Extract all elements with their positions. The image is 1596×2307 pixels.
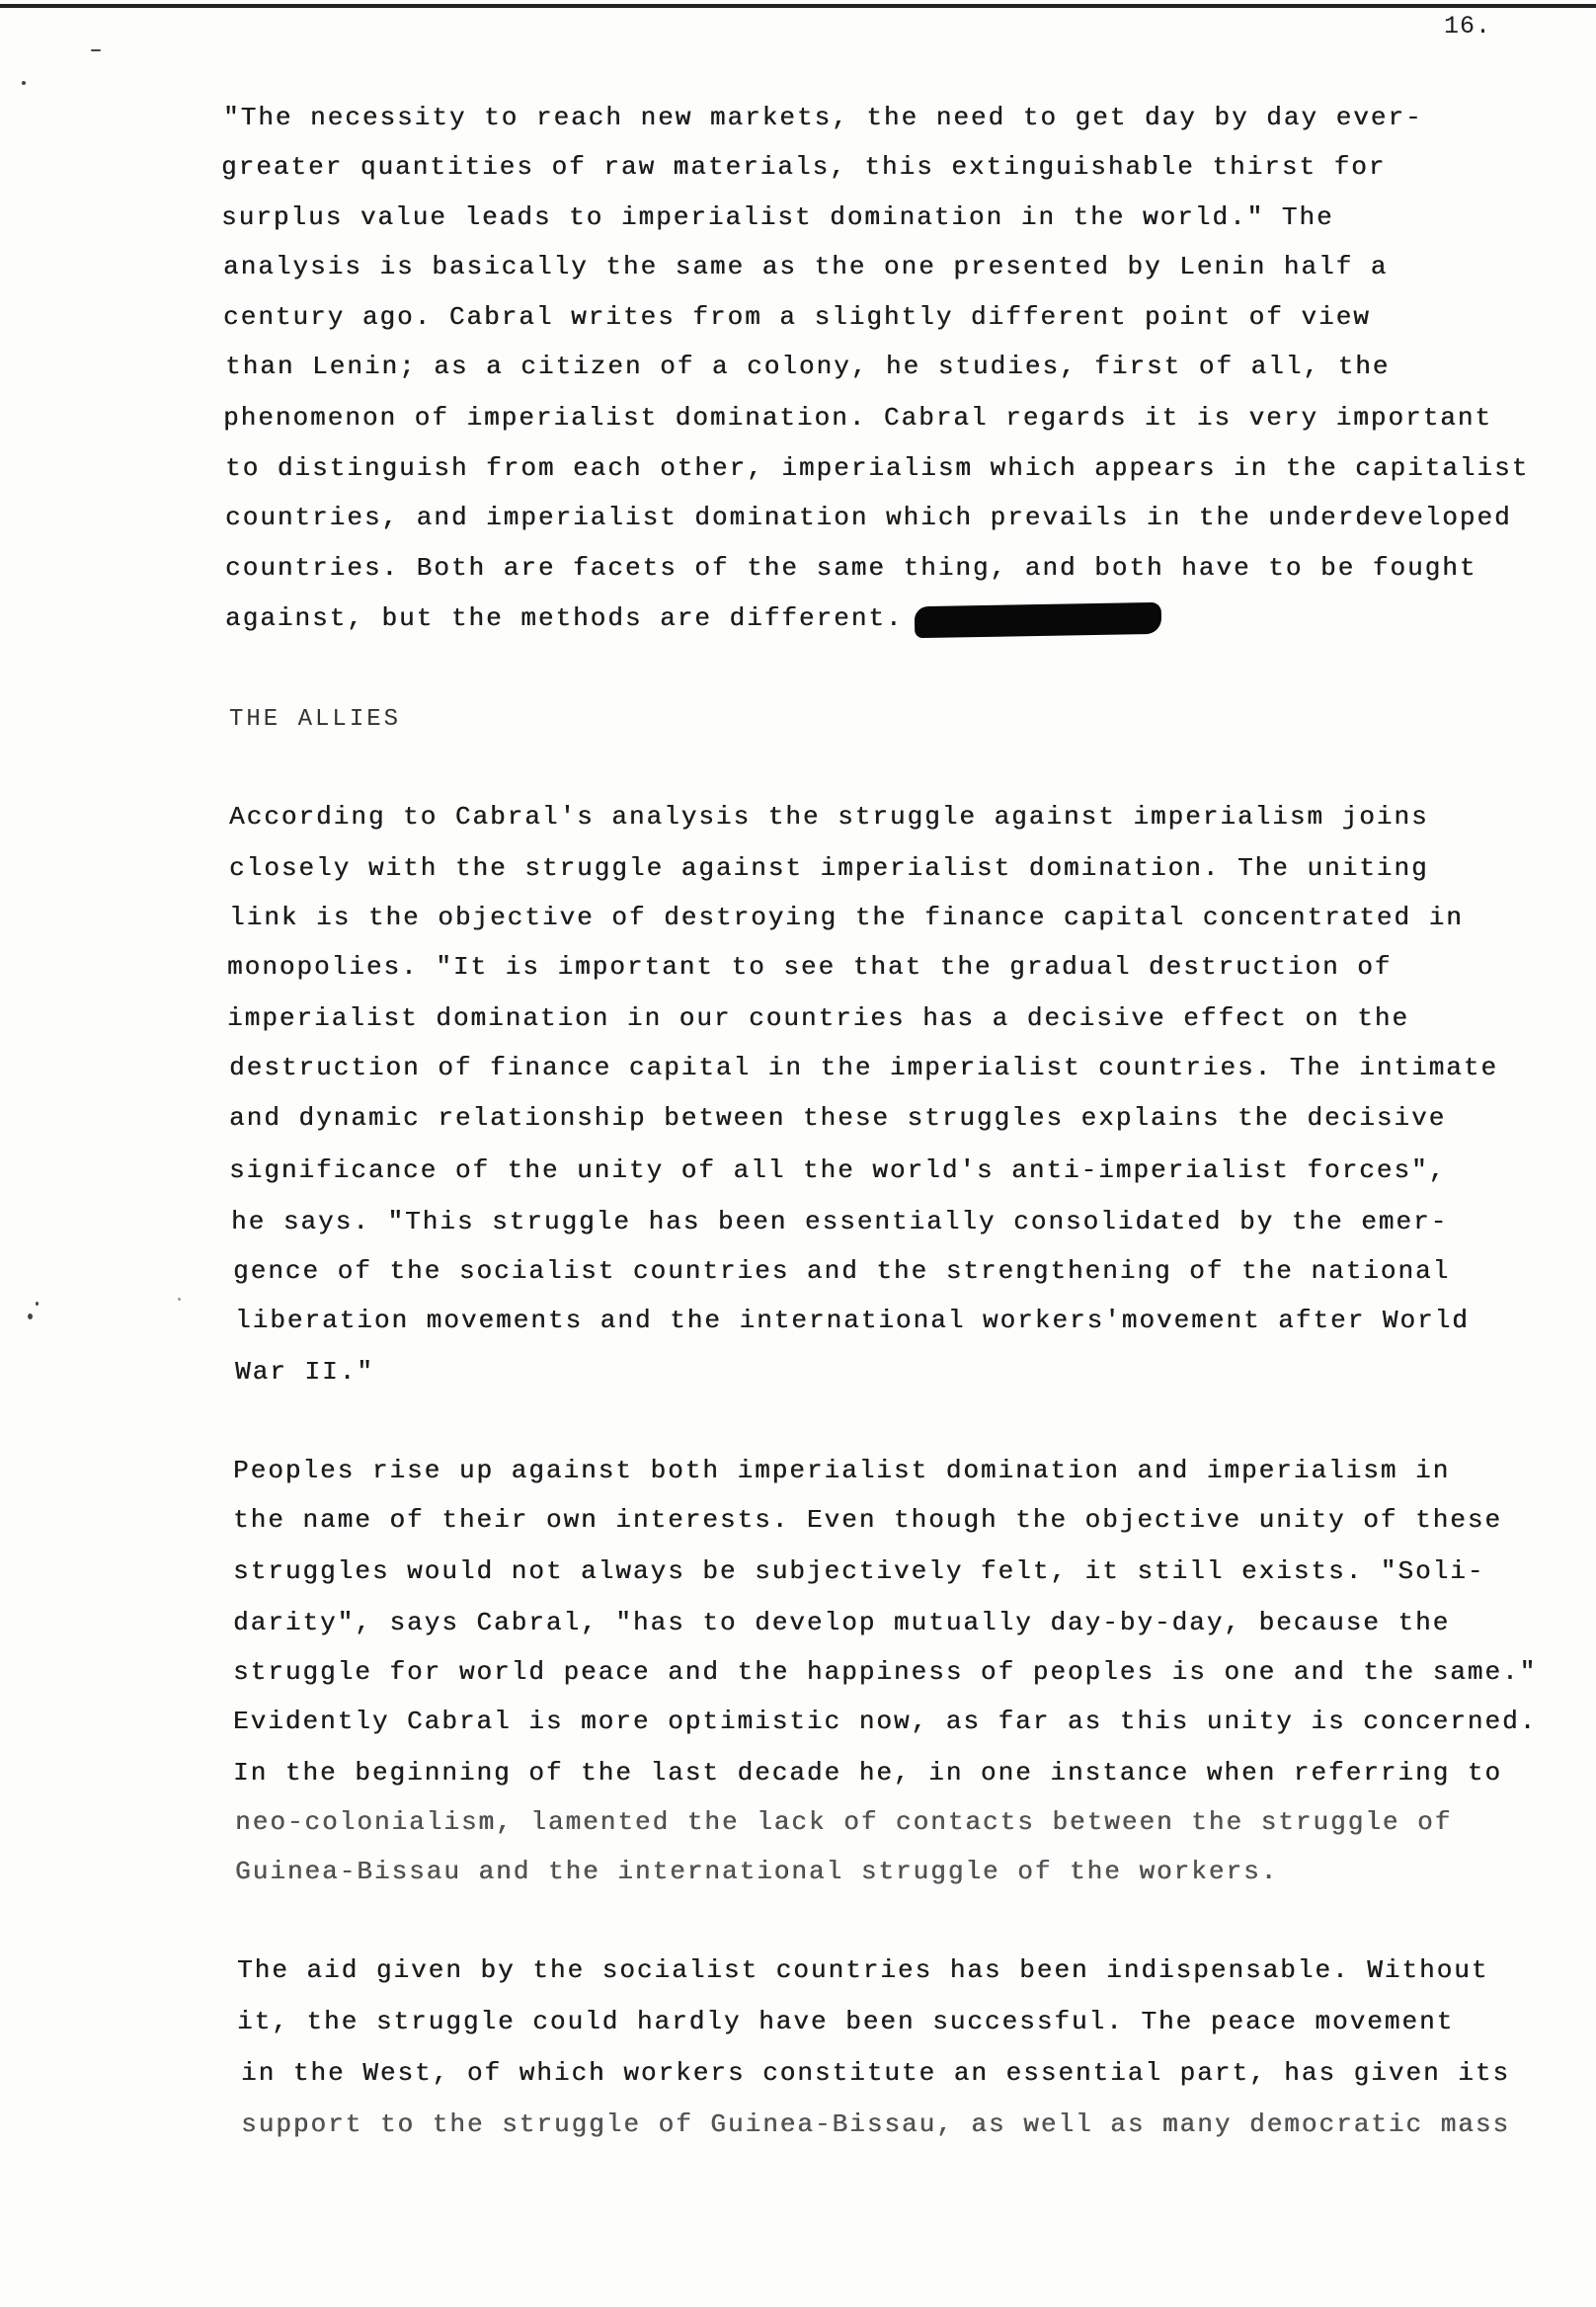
text-line: Evidently Cabral is more optimistic now, as far as this unity is concerned. [233,1707,1538,1736]
text-line: The aid given by the socialist countries has been indispensable. Without [237,1955,1489,1985]
scan-speck [178,1298,181,1301]
text-line: "The necessity to reach new markets, the need to get day by day ever- [223,103,1423,132]
scan-speck [36,1302,39,1306]
text-line: he says. "This struggle has been essentially consolidated by the emer- [231,1207,1449,1236]
text-line: War II." [235,1357,374,1387]
text-line: gence of the socialist countries and the strengthening of the national [233,1256,1451,1286]
text-line: significance of the unity of all the world's anti-imperialist forces", [229,1155,1447,1185]
text-line: support to the struggle of Guinea-Bissau, as well as many democratic mass [241,2109,1510,2139]
text-line: countries. Both are facets of the same thing, and both have to be fought [225,553,1477,583]
text-line: According to Cabral's analysis the struggle against imperialism joins [229,802,1429,832]
text-line: greater quantities of raw materials, this extinguishable thirst for [221,152,1387,182]
text-line: in the West, of which workers constitute an essential part, has given its [241,2058,1510,2088]
text-line: to distinguish from each other, imperialism which appears in the capitalist [225,453,1530,483]
text-line: struggles would not always be subjectively felt, it still exists. "Soli- [233,1556,1485,1586]
text-line: analysis is basically the same as the one presented by Lenin half a [223,252,1389,281]
text-line: it, the struggle could hardly have been successful. The peace movement [237,2007,1455,2036]
section-heading: THE ALLIES [229,706,402,733]
text-line: century ago. Cabral writes from a slightly different point of view [223,302,1371,332]
text-line: surplus value leads to imperialist domination in the world." The [221,202,1334,232]
text-line: neo-colonialism, lamented the lack of contacts between the struggle of [235,1807,1453,1837]
text-line: countries, and imperialist domination which prevails in the underdeveloped [225,503,1512,532]
text-line: Peoples rise up against both imperialist domination and imperialism in [233,1456,1451,1485]
page-number: 16. [1444,12,1492,40]
text-line: the name of their own interests. Even though the objective unity of these [233,1505,1502,1535]
text-line: than Lenin; as a citizen of a colony, he studies, first of all, the [225,352,1391,381]
scan-speck [91,49,101,51]
text-line: imperialist domination in our countries has a decisive effect on the [227,1003,1409,1033]
text-line: In the beginning of the last decade he, in one instance when referring to [233,1758,1502,1788]
text-line: Guinea-Bissau and the international struggle of the workers. [235,1857,1279,1886]
redaction-mark [915,602,1162,638]
text-line: darity", says Cabral, "has to develop mutually day-by-day, because the [233,1608,1451,1637]
text-line: destruction of finance capital in the imperialist countries. The intimate [229,1053,1498,1082]
text-line: against, but the methods are different. [225,603,904,633]
text-line: struggle for world peace and the happiness of peoples is one and the same." [233,1657,1538,1687]
text-line: and dynamic relationship between these struggles explains the decisive [229,1103,1447,1133]
text-line: liberation movements and the international workers'movement after World [235,1306,1470,1335]
text-line: link is the objective of destroying the finance capital concentrated in [229,903,1464,932]
top-rule [0,4,1596,8]
scan-speck [22,81,26,85]
text-line: monopolies. "It is important to see that the gradual destruction of [227,952,1393,982]
text-line: closely with the struggle against imperialist domination. The uniting [229,853,1429,883]
text-line: phenomenon of imperialist domination. Cabral regards it is very important [223,403,1492,433]
scan-speck [28,1313,33,1319]
